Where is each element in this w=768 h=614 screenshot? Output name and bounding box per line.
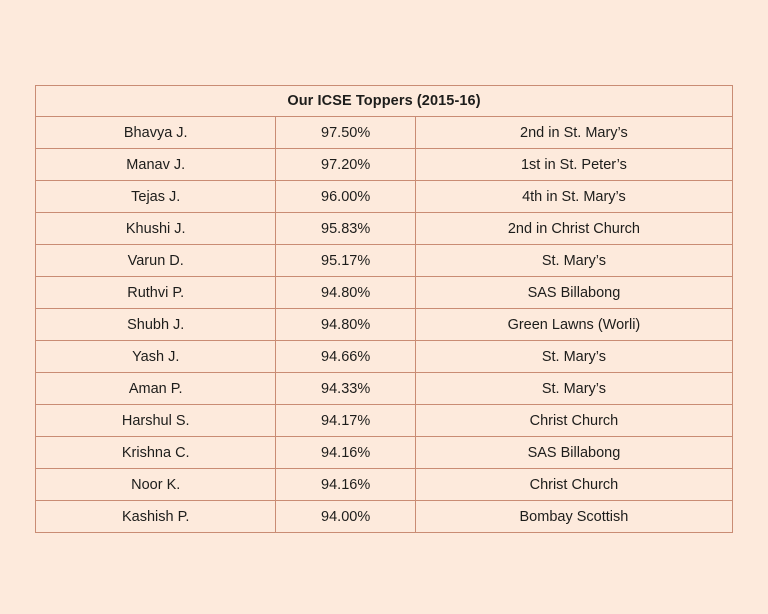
cell-school-rank: SAS Billabong — [415, 277, 732, 309]
toppers-table-container — [35, 85, 733, 533]
cell-percentage: 95.17% — [276, 245, 415, 277]
table-row — [36, 437, 733, 469]
cell-percentage: 95.83% — [276, 213, 415, 245]
cell-percentage: 94.00% — [276, 501, 415, 533]
table-row — [36, 309, 733, 341]
table-title: Our ICSE Toppers (2015-16) — [36, 86, 733, 117]
table-row — [36, 501, 733, 533]
cell-percentage: 94.16% — [276, 437, 415, 469]
cell-percentage: 97.50% — [276, 117, 415, 149]
cell-percentage: 96.00% — [276, 181, 415, 213]
cell-school-rank: SAS Billabong — [415, 437, 732, 469]
cell-student-name: Yash J. — [36, 341, 276, 373]
cell-school-rank: 1st in St. Peter’s — [415, 149, 732, 181]
cell-student-name: Varun D. — [36, 245, 276, 277]
cell-school-rank: Bombay Scottish — [415, 501, 732, 533]
table-row — [36, 405, 733, 437]
table-row — [36, 277, 733, 309]
cell-student-name: Manav J. — [36, 149, 276, 181]
cell-percentage: 94.33% — [276, 373, 415, 405]
table-row — [36, 373, 733, 405]
cell-student-name: Ruthvi P. — [36, 277, 276, 309]
table-row — [36, 213, 733, 245]
table-body — [36, 117, 733, 533]
table-row — [36, 149, 733, 181]
table-row — [36, 245, 733, 277]
cell-student-name: Noor K. — [36, 469, 276, 501]
cell-student-name: Krishna C. — [36, 437, 276, 469]
cell-school-rank: 2nd in St. Mary’s — [415, 117, 732, 149]
cell-student-name: Khushi J. — [36, 213, 276, 245]
cell-school-rank: 4th in St. Mary’s — [415, 181, 732, 213]
cell-student-name: Aman P. — [36, 373, 276, 405]
table-row — [36, 117, 733, 149]
cell-student-name: Bhavya J. — [36, 117, 276, 149]
table-row — [36, 469, 733, 501]
cell-school-rank: Christ Church — [415, 405, 732, 437]
cell-percentage: 94.80% — [276, 277, 415, 309]
cell-school-rank: St. Mary’s — [415, 373, 732, 405]
cell-percentage: 97.20% — [276, 149, 415, 181]
cell-school-rank: Green Lawns (Worli) — [415, 309, 732, 341]
cell-percentage: 94.80% — [276, 309, 415, 341]
cell-school-rank: St. Mary’s — [415, 245, 732, 277]
cell-school-rank: 2nd in Christ Church — [415, 213, 732, 245]
cell-student-name: Shubh J. — [36, 309, 276, 341]
cell-percentage: 94.66% — [276, 341, 415, 373]
table-row — [36, 181, 733, 213]
cell-student-name: Harshul S. — [36, 405, 276, 437]
cell-school-rank: St. Mary’s — [415, 341, 732, 373]
toppers-table — [35, 85, 733, 533]
table-title-row — [36, 86, 733, 117]
cell-percentage: 94.17% — [276, 405, 415, 437]
table-row — [36, 341, 733, 373]
cell-student-name: Tejas J. — [36, 181, 276, 213]
cell-school-rank: Christ Church — [415, 469, 732, 501]
cell-student-name: Kashish P. — [36, 501, 276, 533]
cell-percentage: 94.16% — [276, 469, 415, 501]
